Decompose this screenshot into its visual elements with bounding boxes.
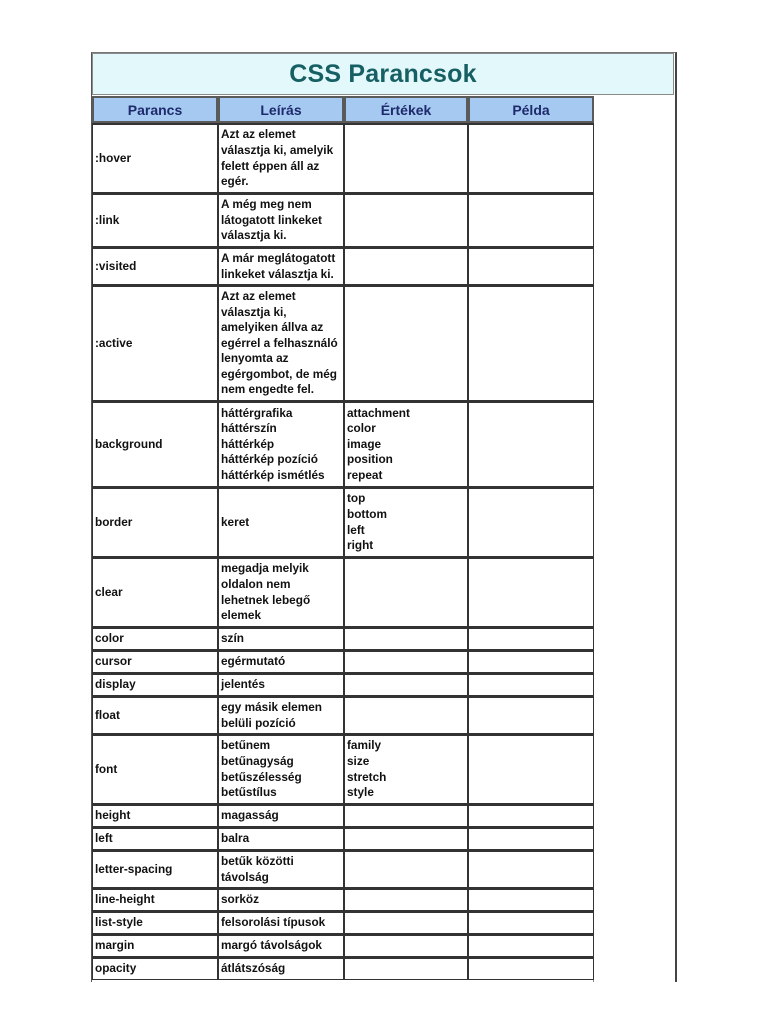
example-cell [468, 696, 594, 734]
table-row [92, 557, 594, 627]
values-cell [344, 850, 468, 888]
description-cell: szín [218, 627, 344, 650]
values-cell: family size stretch style [344, 734, 468, 804]
description-cell: háttérgrafika háttérszín háttérkép háttérkép pozíció háttérkép ismétlés [218, 401, 344, 487]
command-cell: left [92, 827, 218, 850]
table-row [92, 911, 594, 934]
values-cell [344, 247, 468, 285]
values-cell [344, 934, 468, 957]
table-row [92, 627, 594, 650]
values-cell [344, 193, 468, 247]
example-cell [468, 557, 594, 627]
command-cell: list-style [92, 911, 218, 934]
command-cell: cursor [92, 650, 218, 673]
description-cell: margó távolságok [218, 934, 344, 957]
command-cell: display [92, 673, 218, 696]
values-cell [344, 557, 468, 627]
table-row [92, 401, 594, 487]
example-cell [468, 934, 594, 957]
example-cell [468, 627, 594, 650]
description-cell: egérmutató [218, 650, 344, 673]
values-cell [344, 888, 468, 911]
title-band [92, 53, 674, 95]
example-cell [468, 285, 594, 401]
values-cell: top bottom left right [344, 487, 468, 557]
table-row [92, 734, 594, 804]
table-row [92, 827, 594, 850]
command-cell: :hover [92, 123, 218, 193]
description-cell: betűnem betűnagyság betűszélesség betűstílus [218, 734, 344, 804]
description-cell: Azt az elemet választja ki, amelyik felett éppen áll az egér. [218, 123, 344, 193]
example-cell [468, 888, 594, 911]
description-cell: keret [218, 487, 344, 557]
example-cell [468, 850, 594, 888]
command-cell: color [92, 627, 218, 650]
example-cell [468, 123, 594, 193]
values-cell [344, 673, 468, 696]
table-row [92, 934, 594, 957]
header-ertekek: Értékek [344, 96, 468, 123]
values-cell [344, 911, 468, 934]
command-cell: margin [92, 934, 218, 957]
example-cell [468, 487, 594, 557]
example-cell [468, 247, 594, 285]
header-parancs: Parancs [92, 96, 218, 123]
table-body [92, 123, 594, 980]
header-leiras: Leírás [218, 96, 344, 123]
values-cell [344, 285, 468, 401]
values-cell [344, 827, 468, 850]
example-cell [468, 401, 594, 487]
header-pelda: Példa [468, 96, 594, 123]
example-cell [468, 911, 594, 934]
description-cell: felsorolási típusok [218, 911, 344, 934]
command-cell: opacity [92, 957, 218, 980]
command-cell: line-height [92, 888, 218, 911]
example-cell [468, 827, 594, 850]
command-cell: letter-spacing [92, 850, 218, 888]
command-cell: float [92, 696, 218, 734]
table-row [92, 957, 594, 980]
table-row [92, 487, 594, 557]
css-commands-table [92, 96, 594, 980]
table-row [92, 247, 594, 285]
header-row [92, 96, 594, 123]
example-cell [468, 673, 594, 696]
description-cell: sorköz [218, 888, 344, 911]
table-row [92, 673, 594, 696]
page-title: CSS Parancsok [289, 59, 477, 88]
description-cell: A még meg nem látogatott linkeket választja ki. [218, 193, 344, 247]
example-cell [468, 734, 594, 804]
table-row [92, 696, 594, 734]
values-cell [344, 696, 468, 734]
command-cell: :visited [92, 247, 218, 285]
description-cell: A már meglátogatott linkeket választja ki. [218, 247, 344, 285]
description-cell: betűk közötti távolság [218, 850, 344, 888]
values-cell [344, 650, 468, 673]
description-cell: egy másik elemen belüli pozíció [218, 696, 344, 734]
values-cell [344, 804, 468, 827]
values-cell [344, 957, 468, 980]
command-cell: border [92, 487, 218, 557]
example-cell [468, 650, 594, 673]
example-cell [468, 193, 594, 247]
values-cell [344, 627, 468, 650]
values-cell [344, 123, 468, 193]
command-cell: clear [92, 557, 218, 627]
description-cell: Azt az elemet választja ki, amelyiken állva az egérrel a felhasználó lenyomta az egérgombot, de még nem engedte fel. [218, 285, 344, 401]
table-row [92, 888, 594, 911]
table-row [92, 123, 594, 193]
table-row [92, 285, 594, 401]
command-cell: font [92, 734, 218, 804]
description-cell: magasság [218, 804, 344, 827]
command-cell: :active [92, 285, 218, 401]
command-cell: :link [92, 193, 218, 247]
table-row [92, 650, 594, 673]
table-row [92, 193, 594, 247]
description-cell: megadja melyik oldalon nem lehetnek lebegő elemek [218, 557, 344, 627]
values-cell: attachment color image position repeat [344, 401, 468, 487]
table-row [92, 850, 594, 888]
command-cell: background [92, 401, 218, 487]
description-cell: balra [218, 827, 344, 850]
description-cell: átlátszóság [218, 957, 344, 980]
table-row [92, 804, 594, 827]
description-cell: jelentés [218, 673, 344, 696]
example-cell [468, 804, 594, 827]
example-cell [468, 957, 594, 980]
command-cell: height [92, 804, 218, 827]
